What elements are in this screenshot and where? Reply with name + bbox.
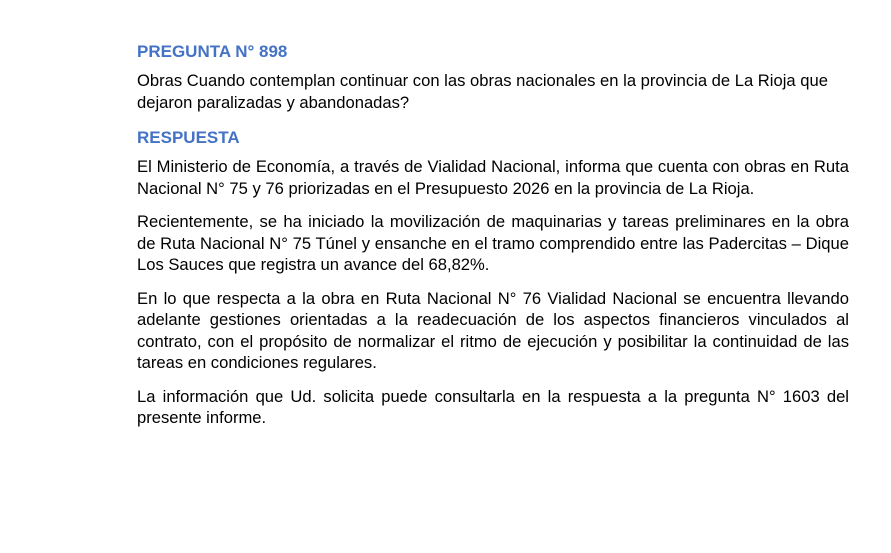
answer-paragraph: En lo que respecta a la obra en Ruta Nacional N° 76 Vialidad Nacional se encuentra llevando adelante gestiones orientadas a la readecuación de los aspectos financieros vinculados al contrato, con el propósito de normalizar el ritmo de ejecución y posibilitar la continuidad de las tareas en condiciones regulares. (137, 288, 849, 372)
answer-paragraph: La información que Ud. solicita puede consultarla en la respuesta a la pregunta N° 1603 del presente informe. (137, 386, 849, 427)
answer-heading: RESPUESTA (137, 128, 240, 147)
document-page (137, 40, 849, 429)
question-text: Obras Cuando contemplan continuar con las obras nacionales en la provincia de La Rioja que dejaron paralizadas y abandonadas? (137, 71, 828, 112)
answer-paragraph: Recientemente, se ha iniciado la movilización de maquinarias y tareas preliminares en la obra de Ruta Nacional N° 75 Túnel y ensanche en el tramo comprendido entre las Padercitas – Dique Los Sauces que registra un avance del 68,82%. (137, 212, 849, 274)
answer-paragraph: El Ministerio de Economía, a través de Vialidad Nacional, informa que cuenta con obras en Ruta Nacional N° 75 y 76 priorizadas en el Presupuesto 2026 en la provincia de La Rioja. (137, 157, 849, 198)
question-heading: PREGUNTA N° 898 (137, 42, 288, 61)
